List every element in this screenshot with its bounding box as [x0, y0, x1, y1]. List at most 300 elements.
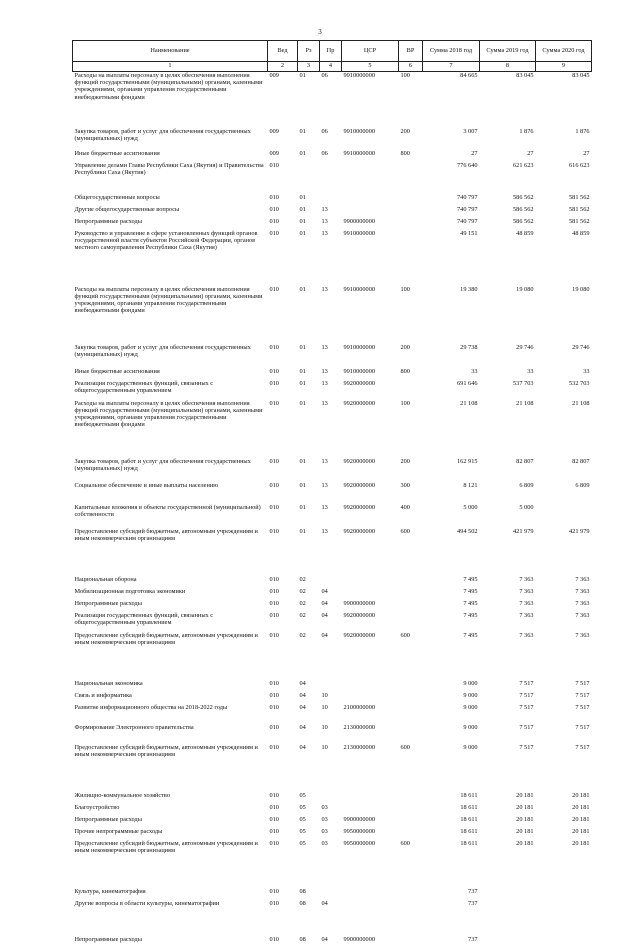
cell-s2019: 19 080: [516, 285, 534, 293]
cell-vr: [399, 600, 423, 612]
cell-s2020: 581 562: [569, 205, 590, 213]
cell-s2020: 1 876: [575, 127, 590, 135]
cell-csr: 2130000000: [343, 743, 375, 751]
cell-csr: [342, 576, 399, 588]
cell-rz: 01: [299, 229, 306, 237]
table-row: [73, 692, 592, 704]
cell-rz: 01: [299, 527, 306, 535]
cell-pr: 04: [321, 599, 328, 607]
cell-rz: 01: [299, 72, 306, 79]
cell-vr: [399, 936, 423, 948]
header-pr: Пр: [320, 41, 342, 62]
cell-rz: 02: [299, 611, 306, 619]
cell-s2019: 421 979: [513, 527, 534, 535]
cell-rz: 08: [299, 899, 306, 907]
cell-ved: 010: [269, 367, 279, 375]
cell-s2018: 740 797: [457, 205, 478, 213]
cell-s2018: 776 640: [457, 161, 478, 169]
cell-ved: 010: [269, 503, 279, 511]
cell-s2018: 737: [468, 935, 478, 943]
table-row: [73, 380, 592, 400]
cell-s2018: 9 000: [463, 743, 478, 751]
cell-s2018: 691 646: [457, 379, 478, 387]
cell-s2019: 7 517: [519, 691, 534, 699]
cell-s2020: 7 517: [575, 691, 590, 699]
table-row: [73, 194, 592, 206]
cell-ved: 010: [269, 599, 279, 607]
cell-vr: 600: [400, 631, 410, 639]
cell-ved: 010: [269, 481, 279, 489]
cell-ved: 010: [269, 457, 279, 465]
cell-rz: [298, 162, 320, 194]
cell-name: Развитие информационного общества на 2018-2022 годы: [74, 703, 228, 711]
cell-s2020: 83 045: [572, 72, 590, 79]
cell-pr: 04: [321, 899, 328, 907]
cell-s2018: 21 108: [460, 399, 478, 407]
table-row: [73, 230, 592, 286]
cell-vr: 100: [400, 72, 410, 79]
cell-s2019: 20 181: [516, 815, 534, 823]
cell-vr: [399, 380, 423, 400]
cell-s2019: 586 562: [513, 193, 534, 201]
cell-vr: 600: [400, 839, 410, 847]
cell-ved: 010: [269, 839, 279, 847]
cell-rz: 01: [299, 343, 306, 351]
cell-vr: 200: [400, 343, 410, 351]
cell-pr: 03: [321, 827, 328, 835]
cell-s2019: 537 703: [513, 379, 534, 387]
cell-rz: 02: [299, 631, 306, 639]
cell-s2019: 7 517: [519, 743, 534, 751]
cell-s2020: 421 979: [569, 527, 590, 535]
cell-s2020: 20 181: [572, 827, 590, 835]
table-row: [73, 458, 592, 482]
cell-rz: 05: [299, 827, 306, 835]
cell-s2018: 9 000: [463, 723, 478, 731]
cell-name: Капитальные вложения в объекты государственной (муниципальной) собственности: [74, 503, 261, 518]
header-sum-2020: Сумма 2020 год: [536, 41, 592, 62]
column-index: 1: [73, 62, 268, 72]
cell-csr: [342, 680, 399, 692]
cell-pr: 10: [321, 703, 328, 711]
cell-s2019: 27: [527, 149, 534, 157]
header-sum-2018: Сумма 2018 год: [423, 41, 480, 62]
cell-s2019: 586 562: [513, 217, 534, 225]
cell-s2020: [536, 888, 592, 900]
cell-s2018: 7 495: [463, 631, 478, 639]
cell-s2019: 7 363: [519, 587, 534, 595]
cell-ved: 010: [269, 193, 279, 201]
column-index: 7: [423, 62, 480, 72]
cell-pr: 03: [321, 839, 328, 847]
cell-vr: [399, 692, 423, 704]
cell-s2019: 7 517: [519, 679, 534, 687]
cell-vr: 100: [400, 399, 410, 407]
table-row: [73, 482, 592, 504]
cell-pr: [320, 888, 342, 900]
table-row: [73, 804, 592, 816]
cell-name: Непрограммные расходы: [74, 599, 142, 607]
cell-s2018: 737: [468, 899, 478, 907]
cell-csr: 9900000000: [343, 599, 375, 607]
cell-vr: [399, 206, 423, 218]
cell-s2018: 8 121: [463, 481, 478, 489]
cell-s2019: 33: [527, 367, 534, 375]
cell-name: Непрограммные расходы: [74, 217, 142, 225]
cell-rz: 08: [299, 887, 306, 895]
table-row: [73, 368, 592, 380]
cell-ved: 009: [269, 127, 279, 135]
cell-name: Формирование Электронного правительства: [74, 723, 194, 731]
cell-s2018: 29 738: [460, 343, 478, 351]
cell-vr: 300: [400, 481, 410, 489]
cell-name: Реализация государственных функций, связанных с общегосударственным управлением: [74, 611, 214, 626]
cell-csr: 9900000000: [343, 217, 375, 225]
cell-name: Мобилизационная подготовка экономики: [74, 587, 186, 595]
cell-s2018: 7 495: [463, 599, 478, 607]
cell-csr: 9920000000: [343, 399, 375, 407]
cell-vr: 200: [400, 127, 410, 135]
cell-s2020: 20 181: [572, 791, 590, 799]
cell-csr: 2130000000: [343, 723, 375, 731]
cell-s2020: 29 746: [572, 343, 590, 351]
cell-s2019: [480, 936, 536, 948]
column-index-row: [73, 62, 592, 72]
cell-s2020: 82 807: [572, 457, 590, 465]
cell-ved: 010: [269, 161, 279, 169]
cell-s2019: 20 181: [516, 839, 534, 847]
cell-name: Реализация государственных функций, связанных с общегосударственным управлением: [74, 379, 214, 394]
cell-rz: 04: [299, 723, 306, 731]
cell-s2018: 7 495: [463, 611, 478, 619]
cell-vr: [399, 194, 423, 206]
cell-ved: 010: [269, 587, 279, 595]
cell-name: Расходы на выплаты персоналу в целях обеспечения выполнения функций государственными (муниципальными) органами, казенными учреждениями, органами управления государственными внебюджетными фондами: [74, 72, 263, 101]
cell-rz: 05: [299, 803, 306, 811]
cell-s2019: 1 876: [519, 127, 534, 135]
cell-ved: 010: [269, 379, 279, 387]
cell-pr: 13: [321, 481, 328, 489]
cell-name: Предоставление субсидий бюджетным, автономным учреждениям и иным некоммерческим организациям: [74, 839, 258, 854]
cell-s2019: 83 045: [516, 72, 534, 79]
cell-pr: 13: [321, 367, 328, 375]
header-csr: ЦСР: [342, 41, 399, 62]
cell-s2020: 7 363: [575, 575, 590, 583]
cell-rz: 04: [299, 743, 306, 751]
cell-csr: [342, 588, 399, 600]
cell-rz: 04: [299, 691, 306, 699]
cell-csr: [342, 792, 399, 804]
cell-csr: [342, 888, 399, 900]
cell-vr: [399, 828, 423, 840]
cell-s2018: 737: [468, 887, 478, 895]
cell-vr: 800: [400, 367, 410, 375]
cell-s2018: 19 380: [460, 285, 478, 293]
cell-ved: 010: [269, 611, 279, 619]
cell-pr: 13: [321, 527, 328, 535]
cell-vr: [399, 612, 423, 632]
table-row: [73, 744, 592, 792]
table-row: [73, 162, 592, 194]
cell-s2019: 7 363: [519, 631, 534, 639]
cell-vr: [399, 804, 423, 816]
cell-s2019: 7 517: [519, 723, 534, 731]
cell-pr: 10: [321, 743, 328, 751]
cell-s2018: 162 915: [457, 457, 478, 465]
cell-csr: 9910000000: [343, 285, 375, 293]
cell-vr: [399, 816, 423, 828]
cell-pr: 13: [321, 229, 328, 237]
cell-pr: 04: [321, 935, 328, 943]
cell-pr: 13: [321, 379, 328, 387]
cell-ved: 010: [269, 285, 279, 293]
column-index: 3: [298, 62, 320, 72]
cell-csr: 9920000000: [343, 503, 375, 511]
cell-ved: 010: [269, 815, 279, 823]
cell-s2018: 3 007: [463, 127, 478, 135]
cell-rz: 01: [299, 503, 306, 511]
table-row: [73, 612, 592, 632]
cell-s2020: 6 809: [575, 481, 590, 489]
cell-name: Связь и информатика: [74, 691, 132, 699]
column-index: 9: [536, 62, 592, 72]
cell-csr: [342, 804, 399, 816]
cell-pr: 06: [321, 72, 328, 79]
cell-s2020: 7 363: [575, 587, 590, 595]
cell-csr: 9910000000: [343, 72, 375, 79]
cell-name: Управление делами Главы Республики Саха (Якутия) и Правительства Республики Саха (Якутия): [74, 161, 264, 176]
cell-name: Другие вопросы в области культуры, кинематографии: [74, 899, 220, 907]
cell-s2019: 586 562: [513, 205, 534, 213]
cell-name: Другие общегосударственные вопросы: [74, 205, 180, 213]
table-row: [73, 840, 592, 888]
cell-s2020: 532 703: [569, 379, 590, 387]
cell-rz: 01: [299, 127, 306, 135]
cell-ved: 010: [269, 703, 279, 711]
cell-s2020: 48 859: [572, 229, 590, 237]
cell-s2018: 49 151: [460, 229, 478, 237]
cell-s2020: [536, 936, 592, 948]
cell-csr: 9920000000: [343, 611, 375, 619]
cell-s2018: 18 611: [460, 803, 478, 811]
cell-pr: 13: [321, 205, 328, 213]
cell-ved: 010: [269, 229, 279, 237]
cell-s2020: [536, 504, 592, 528]
cell-s2018: 18 611: [460, 815, 478, 823]
cell-name: Руководство и управление в сфере установленных функций органов государственной власти субъектов Российской Федерации, органов местного самоуправления Республики Саха (Якутия): [74, 229, 258, 251]
column-index: 4: [320, 62, 342, 72]
column-index: 2: [268, 62, 298, 72]
cell-rz: 02: [299, 587, 306, 595]
cell-csr: 9910000000: [343, 367, 375, 375]
cell-pr: 13: [321, 503, 328, 511]
cell-vr: [399, 724, 423, 744]
cell-s2018: 9 000: [463, 703, 478, 711]
cell-s2020: 7 517: [575, 723, 590, 731]
header-name: Наименование: [73, 41, 268, 62]
cell-s2020: 27: [583, 149, 590, 157]
budget-table: [72, 40, 592, 948]
cell-rz: 01: [299, 481, 306, 489]
cell-s2019: 7 517: [519, 703, 534, 711]
cell-name: Расходы на выплаты персоналу в целях обеспечения выполнения функций государственными (муниципальными) органами, казенными учреждениями, органами управления государственными внебюджетными фондами: [74, 399, 263, 429]
cell-s2018: 7 495: [463, 575, 478, 583]
cell-rz: 01: [299, 149, 306, 157]
cell-s2018: 27: [471, 149, 478, 157]
cell-s2019: 48 859: [516, 229, 534, 237]
column-index: 5: [342, 62, 399, 72]
cell-csr: 9900000000: [343, 935, 375, 943]
table-row: [73, 72, 592, 128]
cell-pr: [320, 576, 342, 588]
cell-s2019: 82 807: [516, 457, 534, 465]
cell-ved: 010: [269, 205, 279, 213]
cell-csr: 9900000000: [343, 815, 375, 823]
cell-s2019: [480, 888, 536, 900]
cell-pr: 13: [321, 399, 328, 407]
cell-csr: 9920000000: [343, 379, 375, 387]
table-row: [73, 128, 592, 150]
cell-name: Прочие непрограммные расходы: [74, 827, 163, 835]
cell-pr: 06: [321, 149, 328, 157]
cell-vr: [399, 162, 423, 194]
cell-pr: 04: [321, 631, 328, 639]
cell-csr: 9920000000: [343, 527, 375, 535]
table-row: [73, 828, 592, 840]
cell-rz: 01: [299, 205, 306, 213]
cell-name: Жилищно-коммунальное хозяйство: [74, 791, 171, 799]
cell-name: Национальная экономика: [74, 679, 143, 687]
cell-csr: 9910000000: [343, 127, 375, 135]
cell-name: Непрограммные расходы: [74, 815, 142, 823]
cell-vr: [399, 704, 423, 724]
cell-name: Предоставление субсидий бюджетным, автономным учреждениям и иным некоммерческим организациям: [74, 631, 258, 646]
cell-rz: 02: [299, 599, 306, 607]
cell-s2019: 621 623: [513, 161, 534, 169]
cell-rz: 02: [299, 575, 306, 583]
cell-s2020: 33: [583, 367, 590, 375]
cell-vr: [399, 888, 423, 900]
header-ved: Вед: [268, 41, 298, 62]
table-row: [73, 528, 592, 576]
cell-pr: 13: [321, 457, 328, 465]
cell-ved: 010: [269, 723, 279, 731]
cell-s2019: 20 181: [516, 827, 534, 835]
cell-name: Благоустройство: [74, 803, 120, 811]
column-index: 8: [480, 62, 536, 72]
table-row: [73, 816, 592, 828]
cell-ved: 010: [269, 887, 279, 895]
cell-name: Культура, кинематография: [74, 887, 146, 895]
cell-ved: 010: [269, 631, 279, 639]
cell-pr: 13: [321, 217, 328, 225]
cell-rz: 01: [299, 457, 306, 465]
cell-ved: 010: [269, 575, 279, 583]
cell-vr: [399, 792, 423, 804]
page-number: 3: [318, 28, 322, 36]
table-row: [73, 936, 592, 948]
cell-ved: 010: [269, 217, 279, 225]
cell-name: Социальное обеспечение и иные выплаты населению: [74, 481, 218, 489]
cell-s2018: 5 000: [463, 503, 478, 511]
table-row: [73, 680, 592, 692]
cell-s2020: 7 517: [575, 703, 590, 711]
cell-s2018: 740 797: [457, 217, 478, 225]
header-sum-2019: Сумма 2019 год: [480, 41, 536, 62]
cell-s2019: 7 363: [519, 575, 534, 583]
cell-rz: 05: [299, 815, 306, 823]
cell-pr: 13: [321, 285, 328, 293]
cell-vr: 200: [400, 457, 410, 465]
cell-rz: 05: [299, 839, 306, 847]
cell-vr: 600: [400, 743, 410, 751]
cell-ved: 010: [269, 935, 279, 943]
cell-csr: [342, 692, 399, 704]
cell-rz: 04: [299, 679, 306, 687]
cell-rz: 01: [299, 285, 306, 293]
cell-vr: [399, 230, 423, 286]
cell-vr: [399, 680, 423, 692]
cell-s2019: 20 181: [516, 803, 534, 811]
cell-csr: [342, 206, 399, 218]
cell-csr: 9910000000: [343, 149, 375, 157]
cell-s2019: 7 363: [519, 599, 534, 607]
cell-pr: 04: [321, 611, 328, 619]
cell-s2020: 21 108: [572, 399, 590, 407]
cell-vr: [399, 588, 423, 600]
cell-s2020: 20 181: [572, 803, 590, 811]
cell-pr: 10: [321, 691, 328, 699]
cell-rz: 08: [299, 935, 306, 943]
table-row: [73, 588, 592, 600]
cell-s2018: 9 000: [463, 691, 478, 699]
cell-ved: 009: [269, 72, 279, 79]
cell-pr: 04: [321, 587, 328, 595]
cell-rz: 01: [299, 217, 306, 225]
cell-s2018: 18 611: [460, 827, 478, 835]
table-body: [73, 72, 592, 948]
table-row: [73, 504, 592, 528]
cell-s2018: 9 000: [463, 679, 478, 687]
cell-pr: 13: [321, 343, 328, 351]
cell-s2019: 29 746: [516, 343, 534, 351]
cell-pr: [320, 680, 342, 692]
cell-vr: [399, 218, 423, 230]
cell-rz: 01: [299, 399, 306, 407]
cell-s2020: 20 181: [572, 839, 590, 847]
header-vr: ВР: [399, 41, 423, 62]
cell-ved: 010: [269, 827, 279, 835]
cell-name: Иные бюджетные ассигнования: [74, 367, 160, 375]
cell-s2020: 7 363: [575, 611, 590, 619]
cell-ved: 010: [269, 679, 279, 687]
cell-s2020: 19 080: [572, 285, 590, 293]
table-row: [73, 286, 592, 344]
cell-s2019: 5 000: [519, 503, 534, 511]
cell-s2020: 7 363: [575, 631, 590, 639]
cell-name: Общегосударственные вопросы: [74, 193, 160, 201]
cell-pr: [320, 792, 342, 804]
cell-name: Закупка товаров, работ и услуг для обеспечения государственных (муниципальных) нужд: [74, 457, 251, 472]
cell-csr: 9920000000: [343, 631, 375, 639]
cell-rz: 01: [299, 193, 306, 201]
cell-csr: 9910000000: [343, 343, 375, 351]
cell-vr: [399, 576, 423, 588]
table-row: [73, 724, 592, 744]
cell-s2020: 7 517: [575, 743, 590, 751]
cell-vr: 600: [400, 527, 410, 535]
header-row: [73, 41, 592, 62]
